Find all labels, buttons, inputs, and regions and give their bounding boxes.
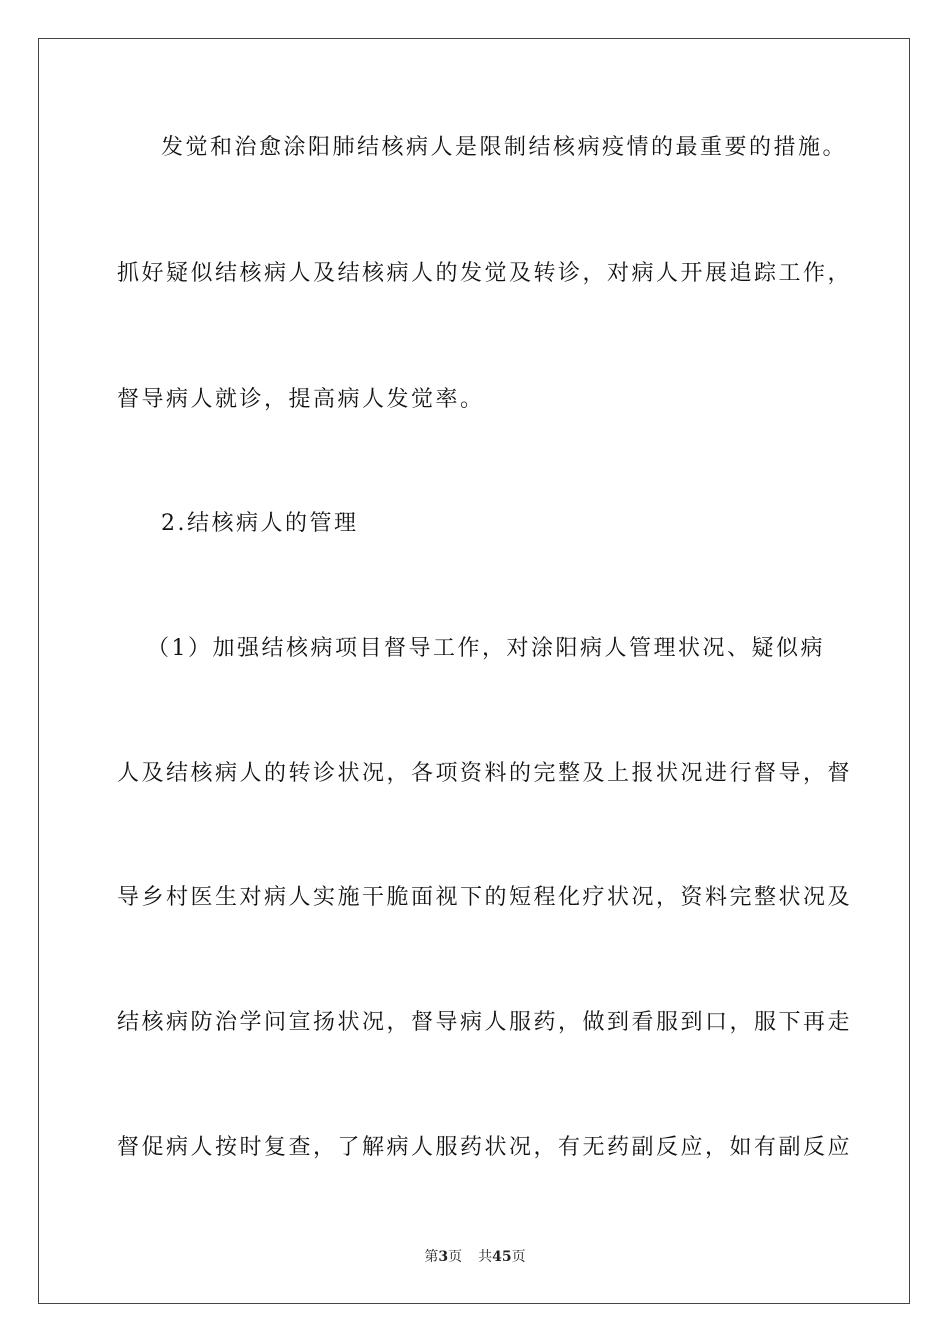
paragraph-line-9: 督促病人按时复查，了解病人服药状况，有无药副反应，如有副反应 [117,1135,853,1160]
paragraph-line-2: 抓好疑似结核病人及结核病人的发觉及转诊，对病人开展追踪工作， [117,261,853,286]
page-border [38,38,910,1304]
page-suffix: 页 [448,1249,463,1265]
section-heading: 2.结核病人的管理 [161,511,359,536]
paragraph-line-5: （1）加强结核病项目督导工作，对涂阳病人管理状况、疑似病 [147,636,825,661]
paragraph-line-7: 导乡村医生对病人实施干脆面视下的短程化疗状况，资料完整状况及 [117,885,853,910]
paragraph-line-3: 督导病人就诊，提高病人发觉率。 [117,387,485,412]
page-number: 3 [438,1249,449,1265]
page-prefix: 第 [424,1249,439,1265]
page-footer [0,1247,950,1267]
total-suffix: 页 [511,1249,526,1265]
paragraph-line-8: 结核病防治学问宣扬状况，督导病人服药，做到看服到口，服下再走 [117,1010,853,1035]
total-prefix: 共 [478,1249,493,1265]
paragraph-line-6: 人及结核病人的转诊状况，各项资料的完整及上报状况进行督导，督 [117,761,853,786]
total-pages: 45 [492,1249,512,1265]
paragraph-line-1: 发觉和治愈涂阳肺结核病人是限制结核病疫情的最重要的措施。 [161,135,848,160]
